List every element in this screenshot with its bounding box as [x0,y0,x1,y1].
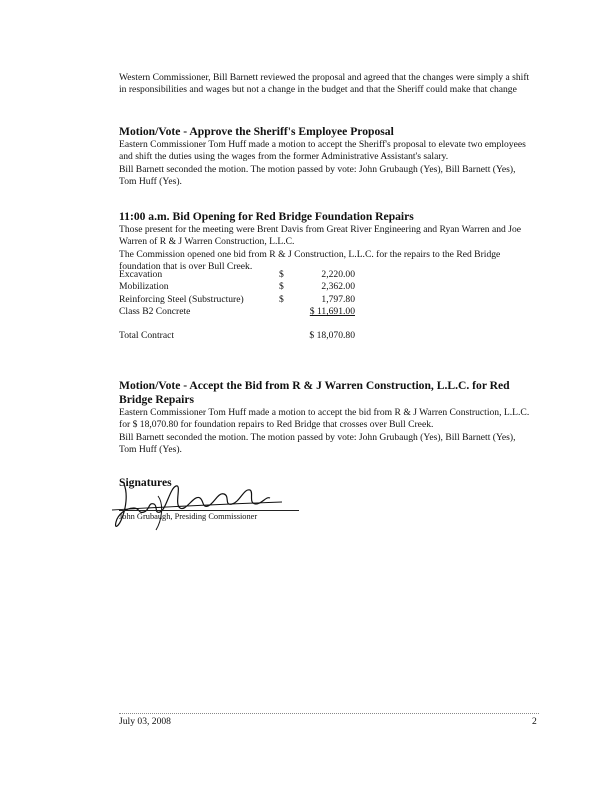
bid-row [119,281,379,293]
bid-item-label: Mobilization [119,281,169,293]
section-heading-accept-bid: Motion/Vote - Accept the Bid from R & J Warren Construction, L.L.C. for Red Bridge Repairs [119,379,510,406]
page-number: 2 [532,716,537,727]
bid-item-label: Excavation [119,269,163,280]
signature-line [119,510,299,511]
intro-line: in responsibilities and wages but not a change in the budget and that the Sheriff could make that change [119,84,517,96]
bid-total-row [119,330,379,342]
bid-total-label: Total Contract [119,330,175,341]
section-heading-sheriff-proposal: Motion/Vote - Approve the Sheriff's Employee Proposal [119,125,394,138]
section-heading-bid-opening: 11:00 a.m. Bid Opening for Red Bridge Foundation Repairs [119,210,414,223]
bid-row [119,306,379,318]
bid-dollar-sign: $ [279,293,284,305]
bid-item-amount: $ 11,691.00 [309,306,355,318]
bid-item-amount: 2,220.00 [321,269,355,280]
signatures-heading: Signatures [119,476,172,489]
bid-total-amount: $ 18,070.80 [309,330,355,341]
bid-item-label: Class B2 Concrete [119,306,191,318]
bid-dollar-sign: $ [279,281,284,293]
handwritten-signature [104,474,294,536]
intro-paragraph [119,72,539,97]
signature-caption: John Grubaugh, Presiding Commissioner [119,512,258,521]
section-paragraph-bid-opening: Those present for the meeting were Brent Davis from Great River Engineering and Ryan Warren and Joe Warren of R & J Warren Construction, L.L.C. The Commission opened one bid from R & J Construction, L.L.C. for the repairs to the Red Bridge foundation that is over Bull Creek. [119,224,521,273]
section-paragraph-accept-bid: Eastern Commissioner Tom Huff made a motion to accept the bid from R & J Warren Construction, L.L.C. for $ 18,070.80 for foundation repairs to Red Bridge that crosses over Bull Creek. Bill Barnett seconded the motion. The motion passed by vote: John Grubaugh (Yes), Bill Barnett (Yes), Tom Huff (Yes). [119,407,530,456]
bid-item-amount: 1,797.80 [321,293,355,305]
bid-row [119,269,379,281]
footer-date: July 03, 2008 [119,716,171,727]
bid-item-label: Reinforcing Steel (Substructure) [119,293,244,305]
bid-item-amount: 2,362.00 [321,281,355,293]
bid-dollar-sign: $ [279,269,284,280]
footer-divider [119,713,539,714]
intro-line: Western Commissioner, Bill Barnett reviewed the proposal and agreed that the changes were simply a shift [119,72,530,83]
bid-table [119,269,379,319]
bid-row [119,294,379,306]
section-paragraph-sheriff-proposal: Eastern Commissioner Tom Huff made a motion to accept the Sheriff's proposal to elevate two employees and shift the duties using the wages from the former Administrative Assistant's salary. Bill Barnett seconded the motion. The motion passed by vote: John Grubaugh (Yes), Bill Barnett (Yes), Tom Huff (Yes). [119,139,526,188]
